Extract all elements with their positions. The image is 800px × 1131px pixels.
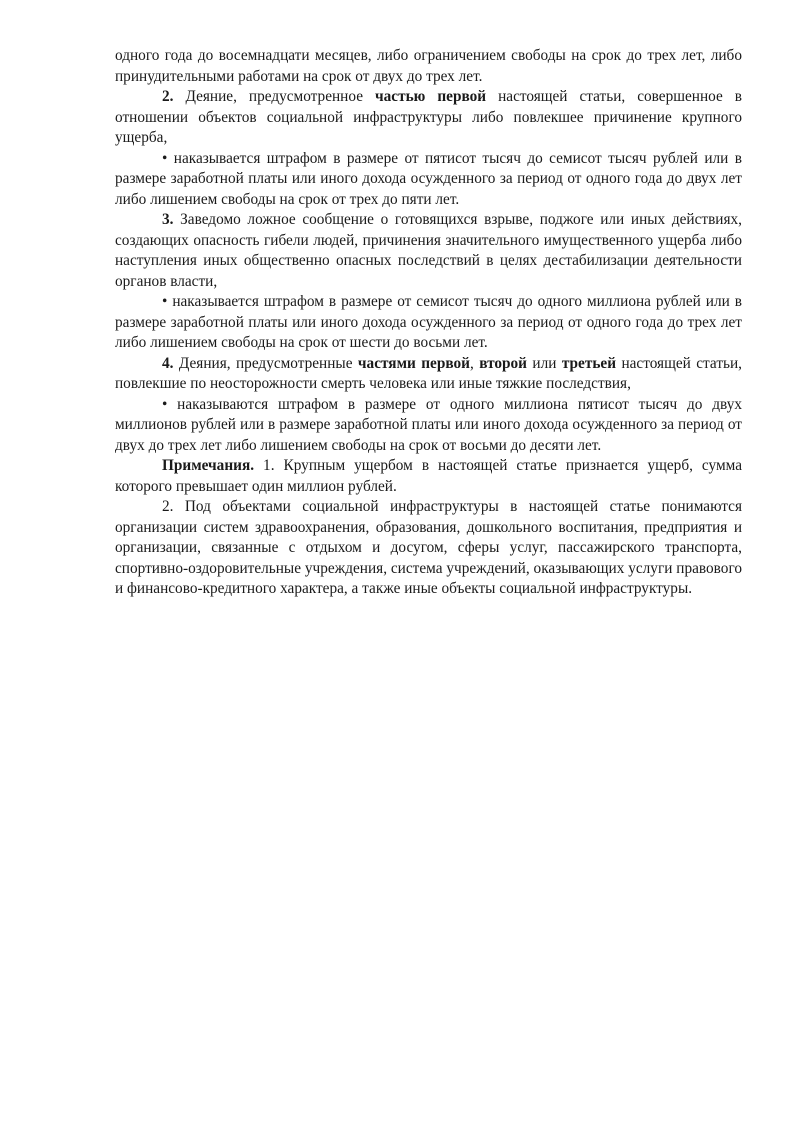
penalty-item-part-3: • наказывается штрафом в размере от семисот тысяч до одного миллиона рублей или в размере заработной платы или иного дохода осужденного за период от одного года до трех лет либо лишением свободы на срок от шести до восьми лет.: [115, 293, 742, 351]
reference-bold: второй: [479, 354, 527, 372]
paragraph-text: настоящей статьи, повлекшие по неосторожности смерть человека или иные тяжкие последствия,: [115, 354, 742, 392]
paragraph-text: или: [527, 354, 562, 372]
penalty-item-part-4: • наказываются штрафом в размере от одного миллиона пятисот тысяч до двух миллионов рублей или в размере заработной платы или иного дохода осужденного за период от двух до трех лет либо лишением свободы на срок от восьми до десяти лет.: [115, 395, 742, 454]
reference-bold: частями первой: [357, 354, 470, 372]
part-number: 2.: [162, 88, 174, 105]
paragraph-text: Заведомо ложное сообщение о готовящихся взрыве, поджоге или иных действиях, создающих опасность гибели людей, причинения значительного имущественного ущерба либо наступления иных общественно опасных последствий в целях дестабилизации деятельности органов власти,: [115, 211, 742, 290]
paragraph-part-2: [115, 87, 742, 149]
document-page: [115, 46, 742, 600]
paragraph-text: ,: [469, 354, 480, 372]
notes-paragraph-2: 2. Под объектами социальной инфраструктуры в настоящей статье понимаются организации систем здравоохранения, образования, дошкольного воспитания, предприятия и организации, связанные с отдыхом и досугом, сферы услуг, пассажирского транспорта, спортивно-оздоровительные учреждения, система учреждений, оказывающих услуги правового и финансово-кредитного характера, а также иные объекты социальной инфраструктуры.: [115, 498, 742, 597]
paragraph-continuation: одного года до восемнадцати месяцев, либо ограничением свободы на срок до трех лет, либо принудительными работами на срок от двух до трех лет.: [115, 47, 742, 85]
reference-bold: частью первой: [375, 88, 487, 105]
paragraph-text: 1. Крупным ущербом в настоящей статье признается ущерб, сумма которого превышает один миллион рублей.: [115, 457, 742, 495]
part-number: 4.: [162, 354, 174, 372]
notes-paragraph-1: [115, 456, 742, 497]
paragraph-part-4: [115, 354, 742, 395]
paragraph-text: Деяния, предусмотренные: [173, 354, 358, 372]
part-number: 3.: [162, 211, 174, 228]
paragraph-part-3: [115, 210, 742, 292]
paragraph-text: Деяние, предусмотренное: [173, 88, 375, 105]
reference-bold: третьей: [561, 354, 617, 372]
paragraph-text: настоящей статьи, совершенное в отношении объектов социальной инфраструктуры либо повлекшее причинение крупного ущерба,: [115, 88, 743, 146]
notes-label: Примечания.: [162, 457, 255, 474]
penalty-item-part-2: • наказывается штрафом в размере от пятисот тысяч до семисот тысяч рублей или в размере заработной платы или иного дохода осужденного за период от одного года до двух лет либо лишением свободы на срок от трех до пяти лет.: [115, 149, 742, 208]
